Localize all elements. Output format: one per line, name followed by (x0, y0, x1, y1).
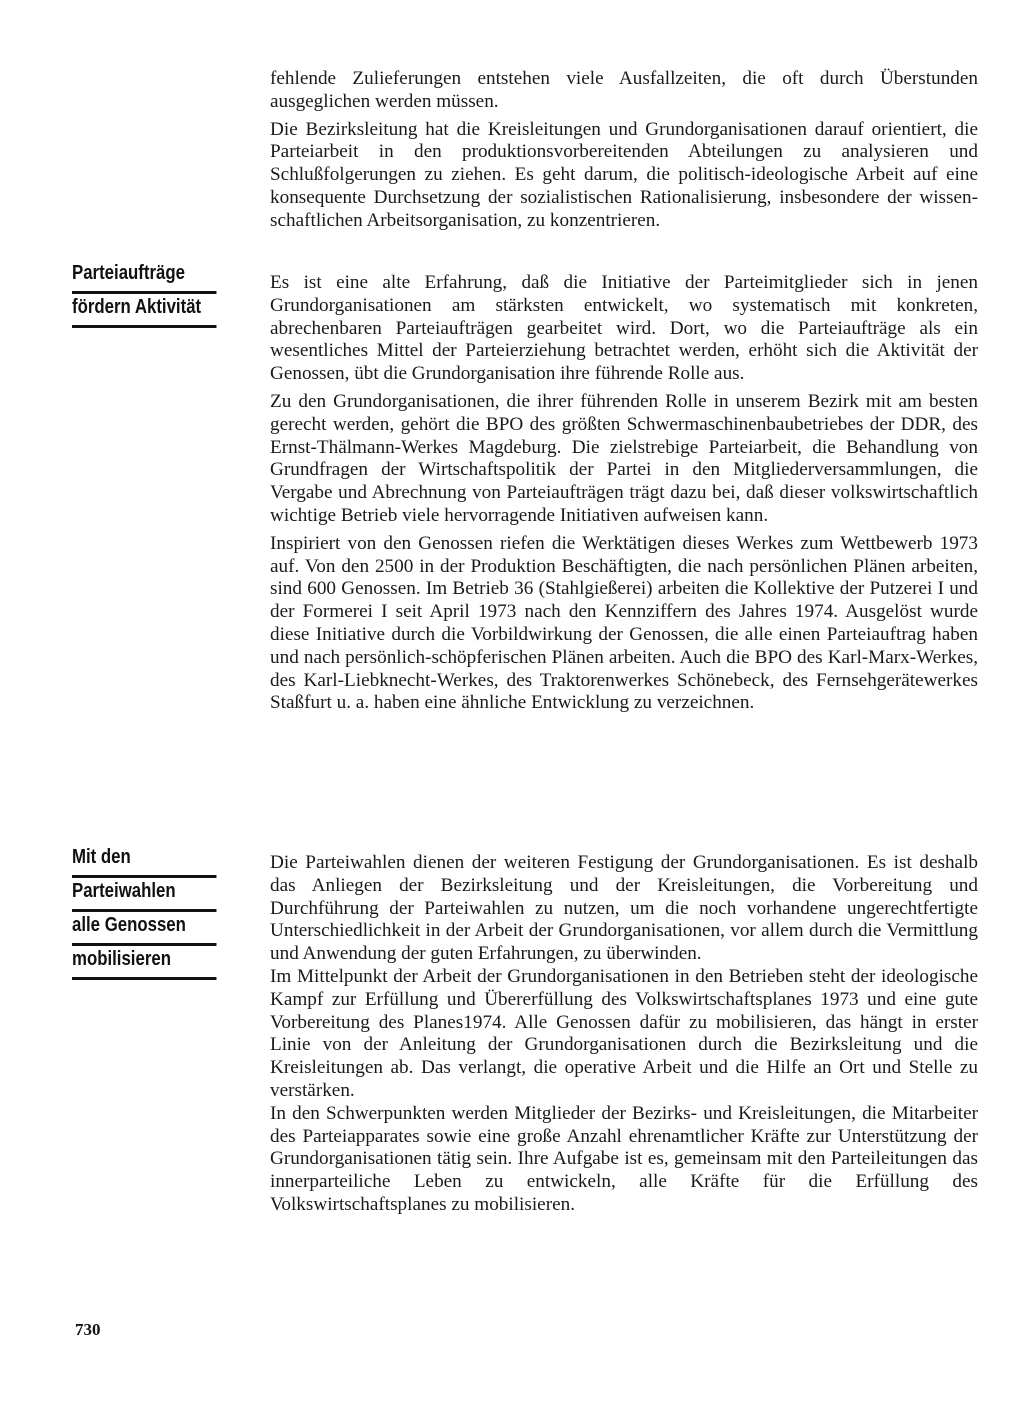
body-column-bottom (270, 852, 978, 1217)
margin-heading-line: alle Genossen (72, 912, 216, 946)
paragraph: fehlende Zulieferungen entstehen viele Ausfallzeiten, die oft durch Überstunden ausgeglichen werden müssen. (270, 68, 978, 112)
paragraph: Im Mittelpunkt der Arbeit der Grundorganisationen in den Betrieben steht der ideologische Kampf zur Erfüllung und Übererfüllung des Volkswirtschaftsplanes 1973 und eine gute Vorbereitung des Planes1974. Alle Genossen dafür zu mobilisieren, das hängt in erster Linie von der Anleitung der Grundorganisationen durch die Bezirksleitung und die Kreisleitungen ab. Das verlangt, die operative Arbeit und die Hilfe an Ort und Stelle zu verstärken. (270, 965, 978, 1101)
paragraph: In den Schwerpunkten werden Mitglieder der Bezirks- und Kreisleitungen, die Mitarbeiter des Parteiapparates sowie eine große Anzahl ehrenamtlicher Kräfte zur Unterstützung der Grundorganisationen tätig sein. Ihre Aufgabe ist es, gemeinsam mit den Parteileitungen das innerparteiliche Leben zu entwickeln, alle Kräfte für die Erfüllung des Volkswirtschaftsplanes zu mobilisieren. (270, 1102, 978, 1215)
margin-heading-parteiwahlen (72, 844, 216, 980)
paragraph: Die Parteiwahlen dienen der weiteren Festigung der Grundorganisationen. Es ist deshalb das Anliegen der Bezirksleitung und der Kreisleitungen, die Vorbereitung und Durchführung der Parteiwahlen zu nutzen, um die noch vorhandene ungerechtfertigte Unterschiedlichkeit in der Arbeit der Grundorganisationen, vor allem durch die Vermittlung und Anwendung der guten Erfahrungen, zu überwinden. (270, 852, 978, 965)
margin-heading-parteiauftraege (72, 260, 216, 328)
paragraph: Inspiriert von den Genossen riefen die Werktätigen dieses Werkes zum Wettbewerb 1973 auf. Von den 2500 in der Produktion Beschäftigten, die nach persönlichen Plänen arbeiten, sind 600 Genossen. Im Betrieb 36 (Stahlgießerei) arbeiten die Kollektive der Putzerei I und der Formerei I seit April 1973 nach den Kennziffern des Jahres 1974. Ausgelöst wurde diese Initiative durch die Vorbildwirkung der Genossen, die alle einen Parteiauftrag haben und nach persönlich-schöpferischen Plänen arbeiten. Auch die BPO des Karl-Marx-Werkes, des Karl-Liebknecht-Werkes, des Traktorenwerkes Schönebeck, des Fernsehgerätewerkes Staßfurt u. a. haben eine ähnliche Entwicklung zu verzeichnen. (270, 532, 978, 714)
paragraph: Die Bezirksleitung hat die Kreisleitungen und Grundorganisationen darauf orientiert, die Parteiarbeit in den produktionsvorbereitenden Abteilungen zu analysieren und Schlußfolgerungen zu ziehen. Es geht darum, die politisch-ideologische Arbeit auf eine konsequente Durchsetzung der sozialistischen Rationalisierung, insbesondere der wissenschaftlichen Arbeitsorganisation, zu konzentrieren. (270, 118, 978, 231)
body-column-top (270, 68, 978, 233)
margin-heading-line: Parteiwahlen (72, 878, 216, 912)
paragraph: Zu den Grundorganisationen, die ihrer führenden Rolle in unserem Bezirk mit am besten gerecht werden, gehört die BPO des größten Schwermaschinenbaubetriebes der DDR, des Ernst-Thälmann-Werkes Magdeburg. Die zielstrebige Parteiarbeit, die Behandlung von Grundfragen der Wirtschaftspolitik der Partei in den Mitgliederversammlungen, die Vergabe und Abrechnung von Parteiaufträgen trägt dazu bei, daß dieser volkswirtschaftlich wichtige Betrieb viele hervorragende Initiativen aufweisen kann. (270, 390, 978, 526)
body-column-middle (270, 272, 978, 715)
paragraph: Es ist eine alte Erfahrung, daß die Initiative der Parteimitglieder sich in jenen Grundorganisationen am stärksten entwickelt, wo systematisch mit konkreten, abrechenbaren Parteiaufträgen gearbeitet wird. Dort, wo die Parteiaufträge als ein wesentliches Mittel der Parteierziehung betrachtet werden, erhöht sich die Aktivität der Genossen, übt die Grundorganisation ihre führende Rolle aus. (270, 272, 978, 385)
margin-heading-line: Mit den (72, 844, 216, 878)
margin-heading-line: Parteiaufträge (72, 260, 216, 294)
page-number: 730 (75, 1320, 101, 1339)
margin-heading-line: mobilisieren (72, 946, 216, 980)
margin-heading-line: fördern Aktivität (72, 294, 216, 328)
